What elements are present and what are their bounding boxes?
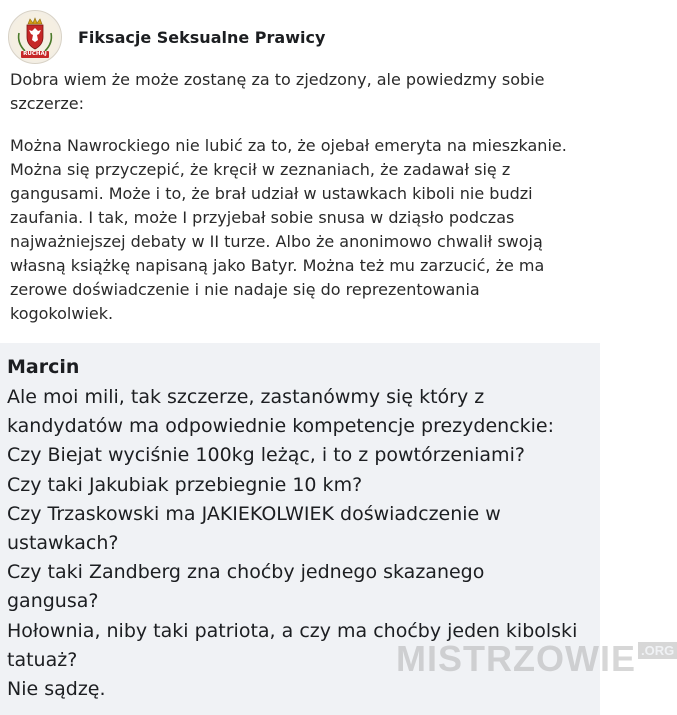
comment-line: tatuaż? (7, 648, 78, 671)
post-header (8, 8, 325, 66)
comment-line: Nie sądzę. (7, 678, 106, 701)
comment-line: Ale moi mili, tak szczerze, zastanówmy się który z (7, 386, 485, 408)
text-line: zerowe doświadczenie i nie nadaje się do reprezentowania (10, 280, 480, 299)
text-line: Można Nawrockiego nie lubić za to, że ojebał emeryta na mieszkanie. (10, 136, 567, 155)
comment-line: Hołownia, niby taki patriota, a czy ma choćby jeden kibolski (7, 619, 578, 642)
text-line: najważniejszej debaty w II turze. Albo że anonimowo chwalił swoją (10, 232, 543, 251)
text-line: gangusami. Może i to, że brał udział w ustawkach kiboli nie budzi (10, 184, 533, 203)
post-paragraph-1 (10, 68, 598, 116)
text-line: własną książkę napisaną jako Batyr. Można też mu zarzucić, że ma (10, 256, 545, 275)
comment-line: ustawkach? (7, 532, 119, 555)
site-watermark (396, 638, 677, 680)
comment-line: Czy Biejat wyciśnie 100kg leżąc, i to z powtórzeniami? (7, 444, 525, 467)
comment-author[interactable]: Marcin (7, 356, 80, 378)
watermark-name: MISTRZOWIE (396, 638, 636, 679)
comment-line: Czy taki Zandberg zna choćby jednego skazanego (7, 561, 485, 584)
comment-line: Czy taki Jakubiak przebiegnie 10 km? (7, 473, 363, 496)
comment-line: gangusa? (7, 590, 99, 613)
watermark-tld: .ORG (638, 642, 677, 659)
post-paragraph-2 (10, 134, 598, 326)
avatar-ribbon-text: RUCHAJ (23, 51, 47, 57)
comment-line: kandydatów ma odpowiednie kompetencje prezydenckie: (7, 415, 555, 438)
text-line: szczerze: (10, 94, 84, 113)
comment-line: Czy Trzaskowski ma JAKIEKOLWIEK doświadczenie w (7, 502, 501, 525)
text-line: kogokolwiek. (10, 304, 114, 323)
page-name[interactable]: Fiksacje Seksualne Prawicy (78, 27, 326, 47)
facebook-post (0, 0, 600, 343)
text-line: zaufania. I tak, może I przyjebał sobie snusa w dziąsło podczas (10, 208, 515, 227)
text-line: Dobra wiem że może zostanę za to zjedzony, ale powiedzmy sobie (10, 70, 545, 89)
page-avatar[interactable] (8, 10, 62, 64)
text-line: Można się przyczepić, że kręcił w zeznaniach, że zadawał się z (10, 160, 511, 179)
